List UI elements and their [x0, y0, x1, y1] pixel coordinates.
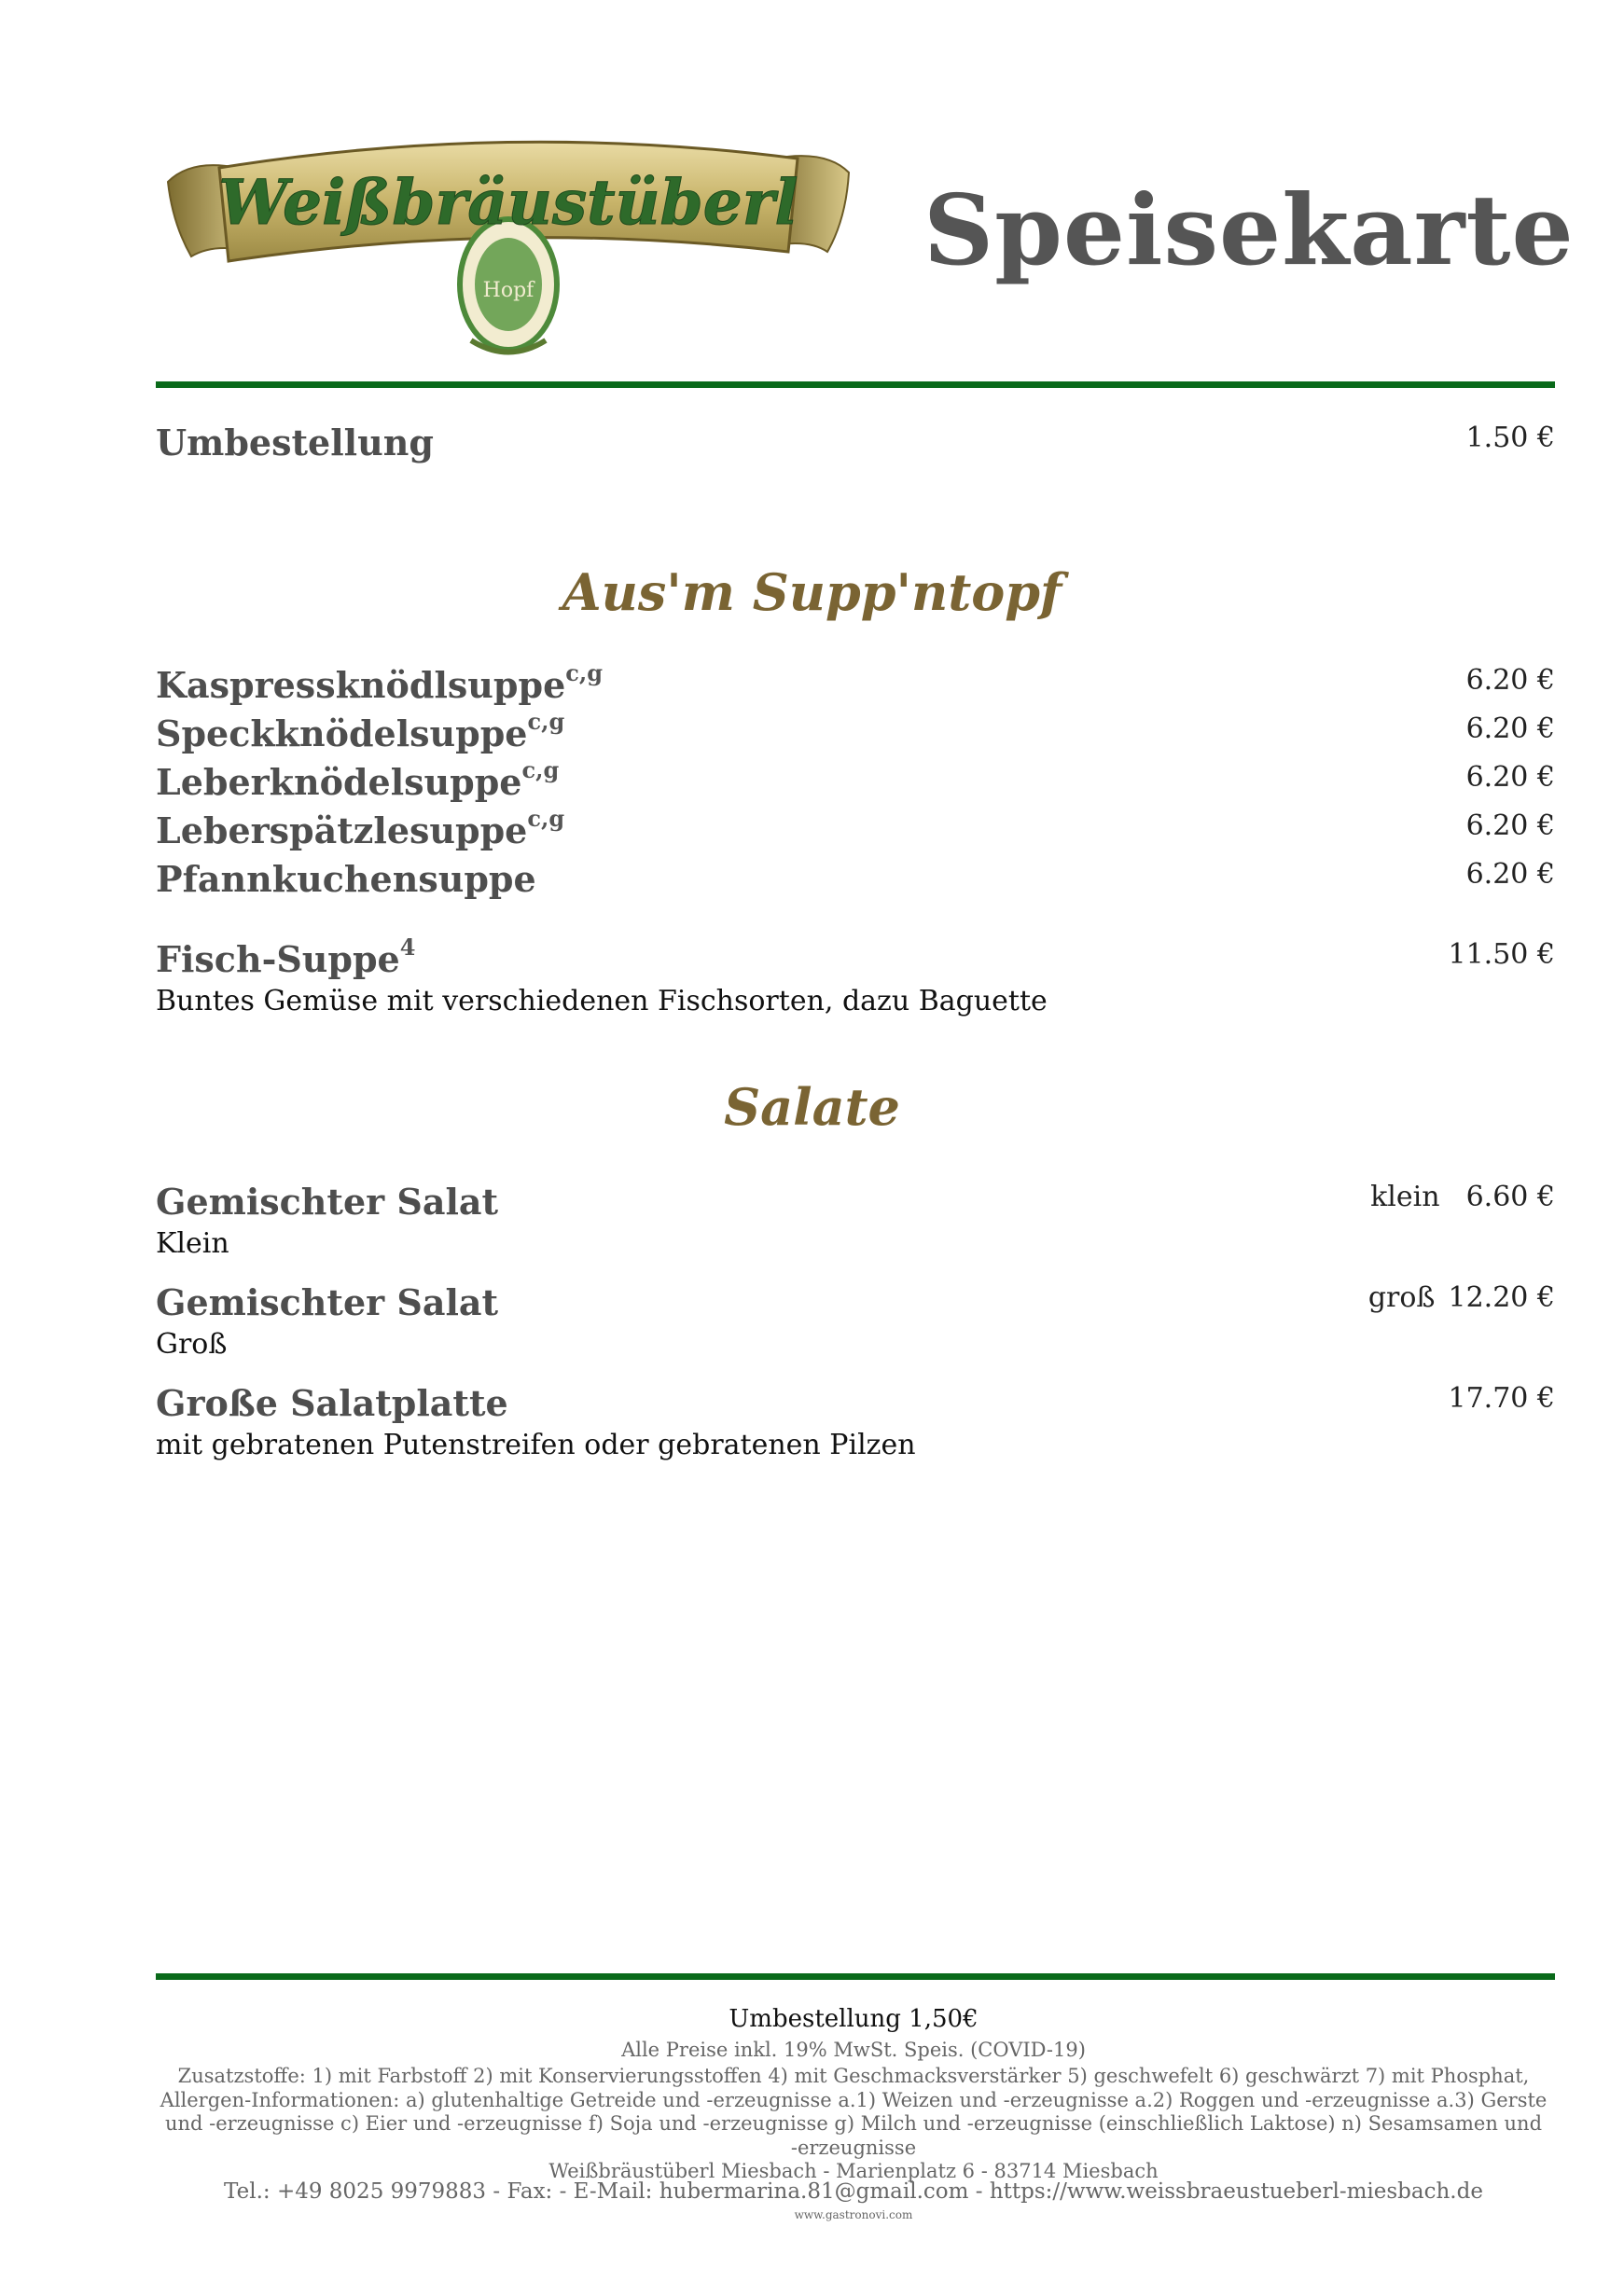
allergen-codes: c,g — [521, 756, 560, 784]
footer-divider — [156, 1973, 1555, 1980]
item-name: Gemischter Salat — [156, 1181, 499, 1223]
item-price: 1.50 € — [1465, 422, 1555, 454]
item-price: 17.70 € — [1448, 1382, 1555, 1415]
footer-prices-note: Alle Preise inkl. 19% MwSt. Speis. (COVID-19) — [621, 2039, 1086, 2061]
item-description: Buntes Gemüse mit verschiedenen Fischsorten, dazu Baguette — [156, 985, 1048, 1017]
logo-emblem-text: Hopf — [482, 279, 534, 302]
menu-item-umbestellung — [156, 422, 1555, 477]
footer-additives: Zusatzstoffe: 1) mit Farbstoff 2) mit Konservierungsstoffen 4) mit Geschmacksverstärker 5) geschwefelt 6) geschwärzt 7) mit Phosphat, Allergen-Informationen: a) glutenhaltige Getreide und -erzeugnisse a.1) Weizen und -erzeugnisse a.2) Roggen und -erzeugnisse a.3) Gerste und -erzeugnisse c) Eier und -erzeugnisse f) Soja und -erzeugnisse g) Milch und -erzeugnisse (einschließlich Laktose) n) Sesamsamen und -erzeugnisse Weißbräustüberl Miesbach - Marienplatz 6 - 83714 Miesbach — [140, 2065, 1567, 2184]
item-price: 6.20 € — [1465, 809, 1555, 842]
menu-item — [156, 659, 1555, 720]
item-price: klein 6.60 € — [1370, 1181, 1555, 1213]
item-name: Leberknödelsuppe$^{c,g}$ — [156, 756, 560, 803]
item-price: 6.20 € — [1465, 664, 1555, 697]
item-name: Große Salatplatte — [156, 1382, 508, 1424]
footer-credit: www.gastronovi.com — [794, 2208, 913, 2221]
item-name: Pfannkuchensuppe — [156, 858, 536, 900]
page-title: Speisekarte — [923, 173, 1575, 287]
item-name: Leberspätzlesuppe$^{c,g}$ — [156, 805, 565, 851]
footer-address: Weißbräustüberl Miesbach - Marienplatz 6 - 83714 Miesbach — [548, 2160, 1159, 2183]
item-name: Gemischter Salat — [156, 1281, 499, 1323]
logo-lettering: Weißbräustüberl — [218, 166, 798, 239]
item-description: Klein — [156, 1227, 229, 1260]
menu-item — [156, 708, 1555, 768]
item-price: 11.50 € — [1448, 938, 1555, 971]
allergen-codes: c,g — [527, 708, 565, 736]
menu-item — [156, 1281, 1555, 1337]
menu-item — [156, 1181, 1555, 1237]
footer-umbestellung: Umbestellung 1,50€ — [729, 2005, 979, 2033]
allergen-codes: c,g — [565, 659, 603, 687]
restaurant-logo — [163, 131, 854, 364]
item-name: Speckknödelsuppe$^{c,g}$ — [156, 708, 565, 754]
menu-item — [156, 858, 1555, 914]
item-price: 6.20 € — [1465, 761, 1555, 794]
item-price: groß 12.20 € — [1367, 1281, 1555, 1314]
item-name: Umbestellung — [156, 422, 434, 463]
item-size: groß — [1367, 1281, 1436, 1314]
menu-item — [156, 756, 1555, 817]
header-divider — [156, 381, 1555, 388]
allergen-codes: 4 — [399, 934, 416, 961]
item-price: 6.20 € — [1465, 712, 1555, 745]
footer-contact: Tel.: +49 8025 9979883 - Fax: - E-Mail: hubermarina.81@gmail.com - https://www.weissbraeustueberl-miesbach.de — [224, 2179, 1483, 2204]
item-name: Fisch-Suppe$^4$ — [156, 934, 416, 980]
section-title-salads: Salate — [724, 1077, 900, 1137]
item-price: 6.20 € — [1465, 858, 1555, 891]
item-name: Kaspressknödlsuppe$^{c,g}$ — [156, 659, 603, 706]
section-title-soups: Aus'm Supp'ntopf — [562, 562, 1062, 622]
allergen-codes: c,g — [527, 805, 565, 833]
item-size: klein — [1370, 1181, 1440, 1213]
item-description: Groß — [156, 1328, 228, 1361]
menu-item — [156, 805, 1555, 865]
item-description: mit gebratenen Putenstreifen oder gebratenen Pilzen — [156, 1429, 916, 1461]
